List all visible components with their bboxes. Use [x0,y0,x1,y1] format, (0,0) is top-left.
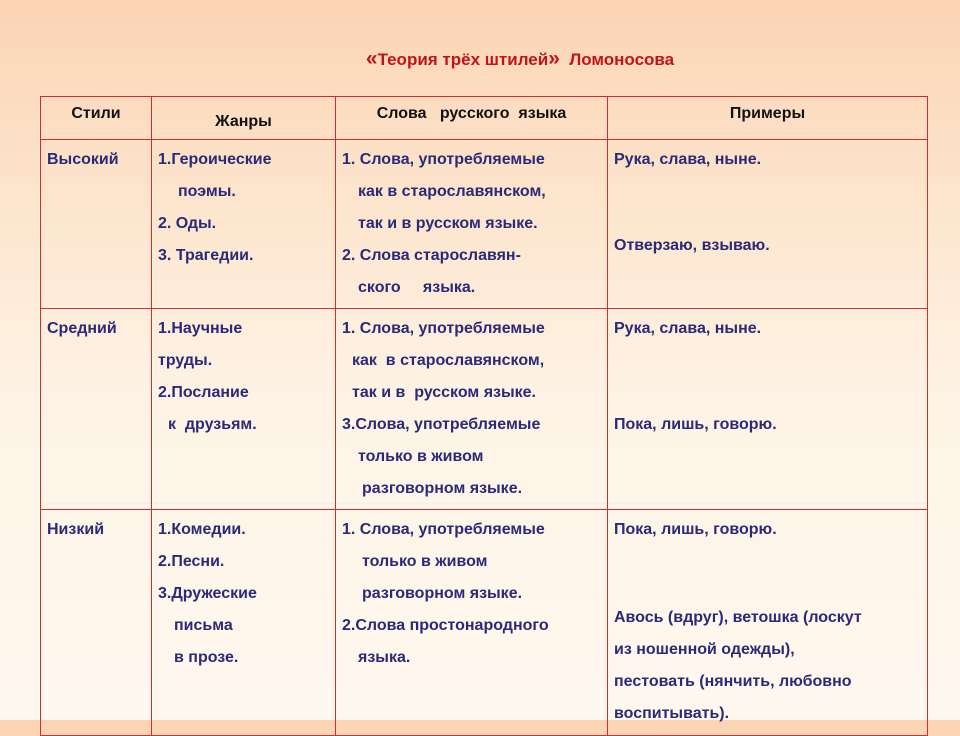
words-line: 3.Слова, употребляемые [342,416,541,433]
example-line: Отверзаю, взываю. [614,237,770,254]
example-line: Пока, лишь, говорю. [614,416,777,433]
example-line: Пока, лишь, говорю. [614,521,777,538]
header-styles: Стили [41,97,152,140]
genre-line: 3. Трагедии. [158,247,254,264]
genre-line: письма [174,617,233,634]
words-line: 2.Слова простонародного [342,617,549,634]
table-row [41,309,928,510]
words-line: 1. Слова, употребляемые [342,151,545,168]
words-line: как в старославянском, [358,183,546,200]
table-row [41,510,928,736]
title-text: Теория трёх штилей [377,50,549,69]
table-header-row [41,97,928,140]
words-cell [336,309,608,510]
examples-cell [608,140,928,309]
genre-line: к друзьям. [168,416,257,433]
genre-line: труды. [158,352,213,369]
words-line: только в живом [358,448,484,465]
words-line: языка. [358,649,411,666]
example-line: Авось (вдруг), ветошка (лоскут [614,609,862,626]
words-line: 1. Слова, употребляемые [342,521,545,538]
examples-cell [608,510,928,736]
words-line: так и в русском языке. [352,384,536,401]
genre-line: 1.Комедии. [158,521,246,538]
words-line: 2. Слова старославян- [342,247,521,264]
example-line: Рука, слава, ныне. [614,151,762,168]
words-line: ского языка. [358,279,476,296]
style-name: Высокий [47,151,119,168]
genres-cell [152,140,336,309]
genre-line: 1.Героические [158,151,272,168]
genre-line: 2.Послание [158,384,249,401]
genres-cell [152,309,336,510]
genres-cell [152,510,336,736]
example-line: из ношенной одежды), [614,641,795,658]
style-cell [41,510,152,736]
header-examples: Примеры [608,97,928,140]
genre-line: 1.Научные [158,320,243,337]
genre-line: поэмы. [178,183,236,200]
words-line: как в старославянском, [352,352,545,369]
title-author: Ломоносова [569,50,675,69]
title-quote-open: « [365,47,378,70]
words-line: так и в русском языке. [358,215,538,232]
words-line: 1. Слова, употребляемые [342,320,545,337]
style-name: Средний [47,320,117,337]
example-line: Рука, слава, ныне. [614,320,762,337]
title-quote-close: » [548,47,560,70]
words-line: только в живом [362,553,488,570]
page-title [0,47,960,71]
style-name: Низкий [47,521,105,538]
words-cell [336,510,608,736]
words-line: разговорном языке. [362,480,523,497]
styles-table [40,96,928,736]
words-cell [336,140,608,309]
example-line: пестовать (нянчить, любовно [614,673,852,690]
genre-line: 3.Дружеские [158,585,257,602]
header-words: Слова русского языка [336,97,608,140]
example-line: воспитывать). [614,705,730,722]
style-cell [41,309,152,510]
genre-line: в прозе. [174,649,239,666]
table-row [41,140,928,309]
genre-line: 2. Оды. [158,215,217,232]
style-cell [41,140,152,309]
words-line: разговорном языке. [362,585,523,602]
genre-line: 2.Песни. [158,553,225,570]
header-genres: Жанры [152,97,336,140]
examples-cell [608,309,928,510]
